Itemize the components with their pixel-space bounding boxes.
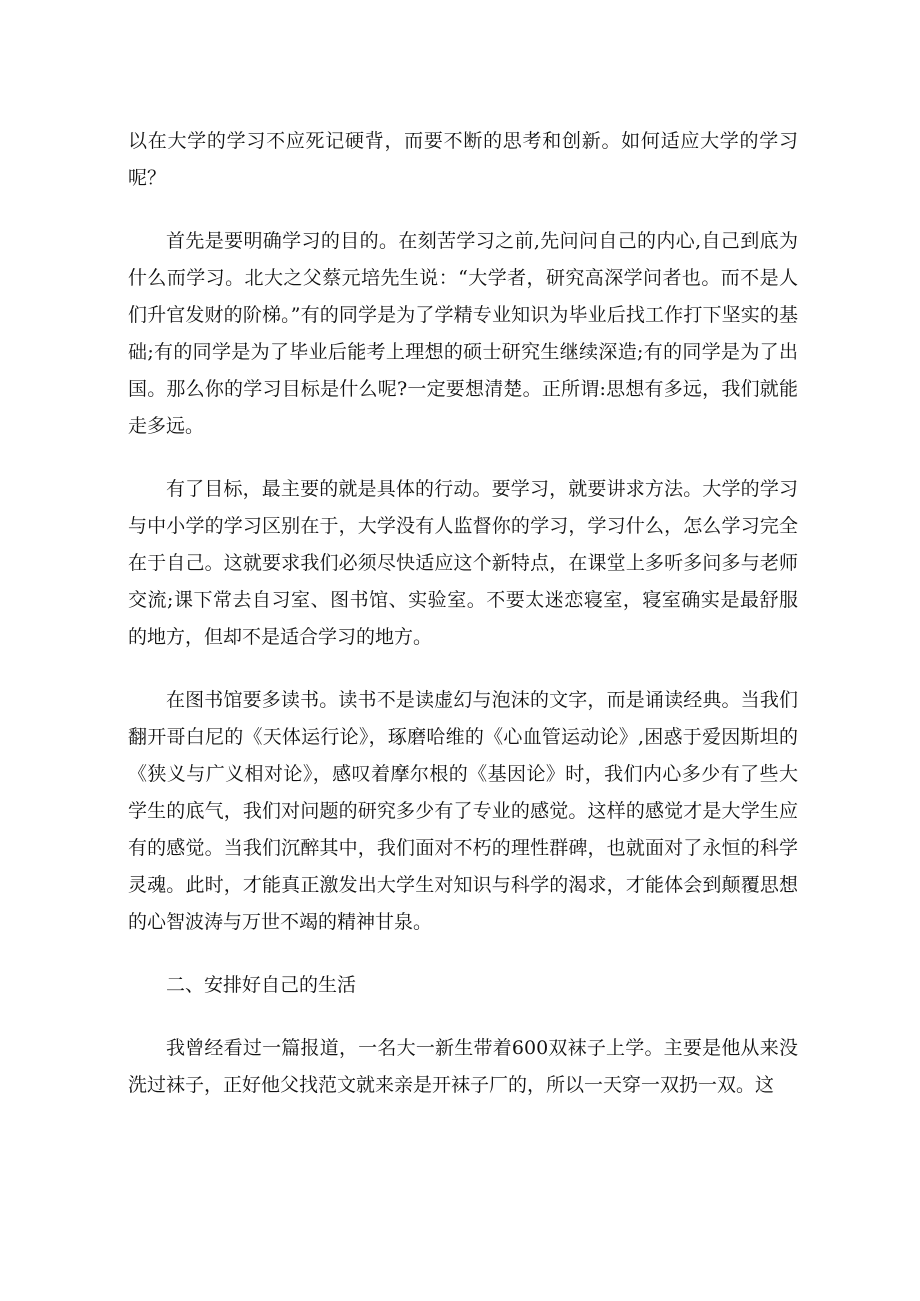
document-body [128,123,798,1104]
section-heading-life: 二、安排好自己的生活 [166,974,357,996]
paragraph-library-reading: 在图书馆要多读书。读书不是读虚幻与泡沫的文字，而是诵读经典。当我们翻开哥白尼的《天体运行论》，琢磨哈维的《心血管运动论》,困惑于爱因斯坦的《狭义与广义相对论》，感叹着摩尔根的《基因论》时，我们内心多少有了些大学生的底气，我们对问题的研究多少有了专业的感觉。这样的感觉才是大学生应有的感觉。当我们沉醉其中，我们面对不朽的理性群碑，也就面对了永恒的科学灵魂。此时，才能真正激发出大学生对知识与科学的渴求，才能体会到颠覆思想的心智波涛与万世不竭的精神甘泉。 [128,689,798,933]
paragraph-study-action: 有了目标，最主要的就是具体的行动。要学习，就要讲求方法。大学的学习与中小学的学习区别在于，大学没有人监督你的学习，学习什么，怎么学习完全在于自己。这就要求我们必须尽快适应这个新特点，在课堂上多听多问多与老师交流;课下常去自习室、图书馆、实验室。不要太迷恋寝室，寝室确实是最舒服的地方，但却不是适合学习的地方。 [128,478,798,648]
paragraph-continuation: 以在大学的学习不应死记硬背，而要不断的思考和创新。如何适应大学的学习呢？ [128,130,798,189]
paragraph-study-purpose: 首先是要明确学习的目的。在刻苦学习之前,先问问自己的内心,自己到底为什么而学习。北大之父蔡元培先生说：“大学者，研究高深学问者也。而不是人们升官发财的阶梯。”有的同学是为了学精专业知识为毕业后找工作打下坚实的基础;有的同学是为了毕业后能考上理想的硕士研究生继续深造;有的同学是为了出国。那么你的学习目标是什么呢?一定要想清楚。正所谓:思想有多远，我们就能走多远。 [128,230,798,437]
paragraph-socks-story: 我曾经看过一篇报道，一名大一新生带着600双袜子上学。主要是他从来没洗过袜子，正好他父找范文就来亲是开袜子厂的，所以一天穿一双扔一双。这 [128,1037,798,1096]
